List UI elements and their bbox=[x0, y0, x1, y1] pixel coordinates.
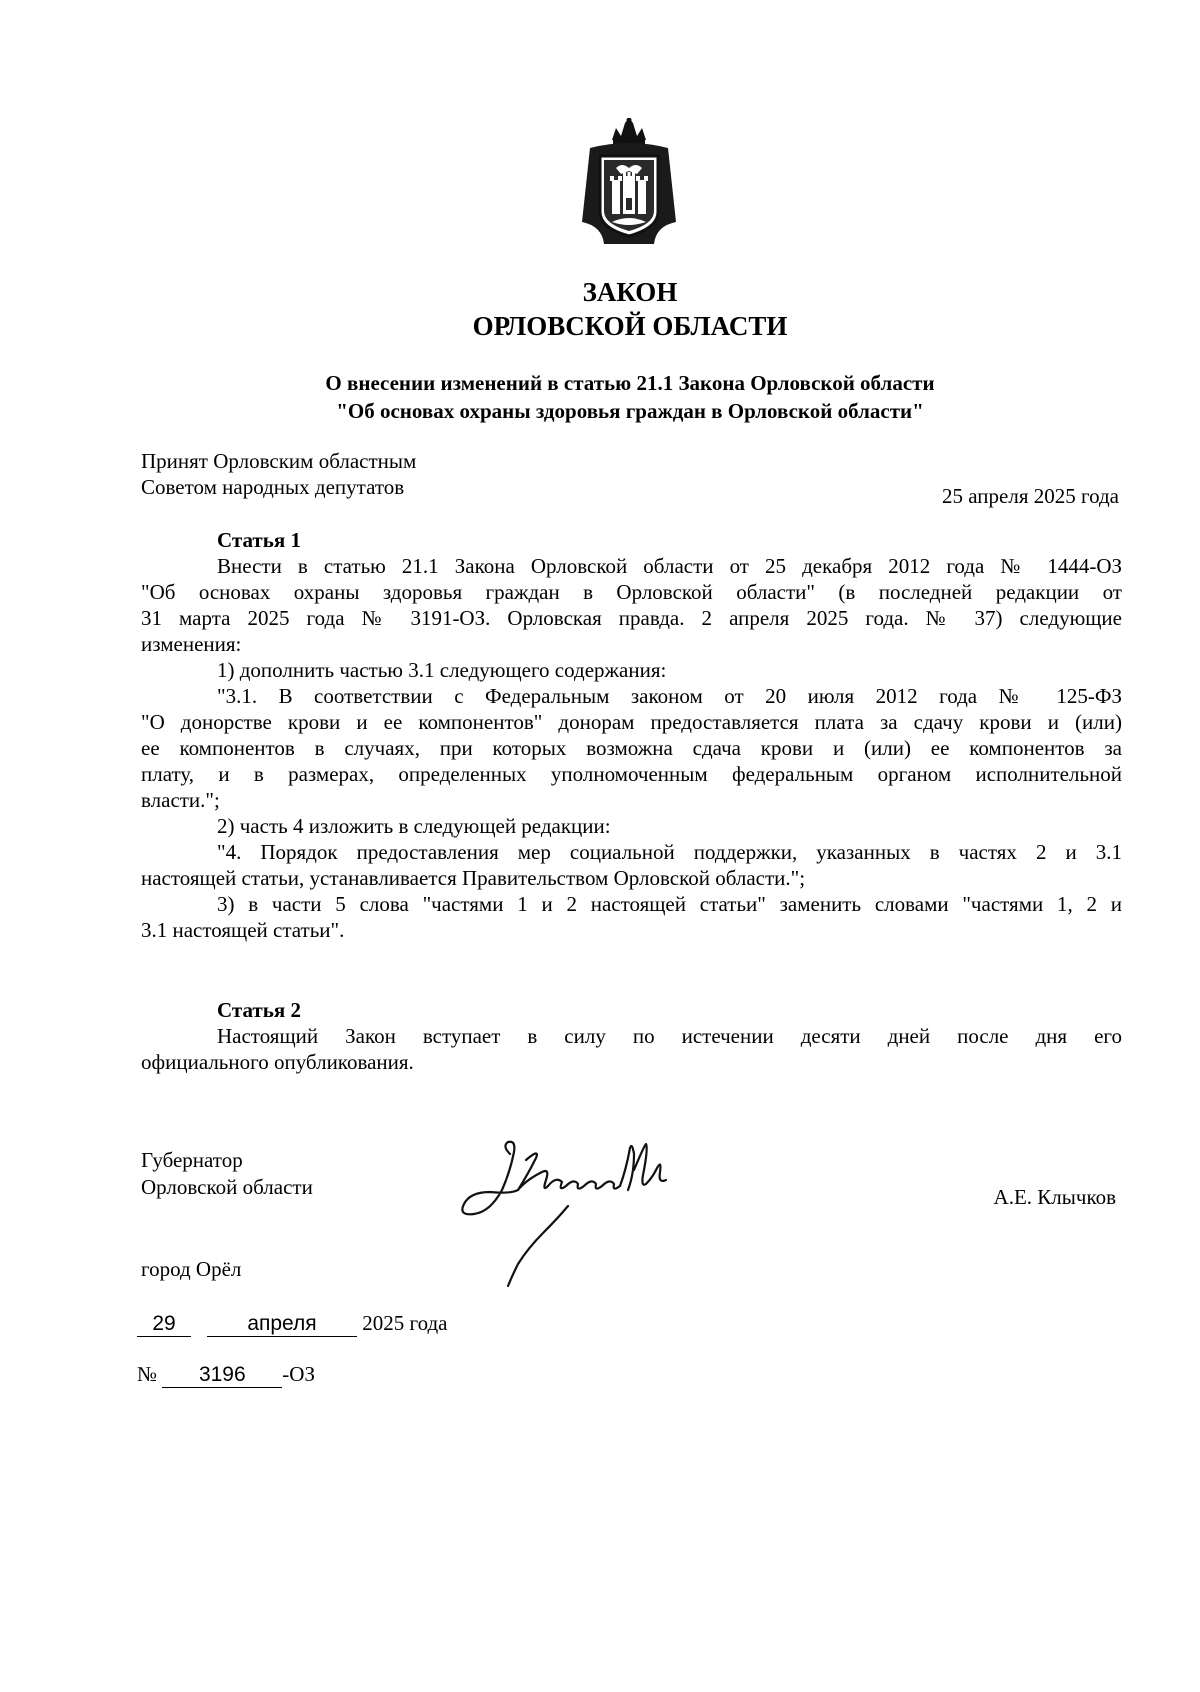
article-2-text-line: официального опубликования. bbox=[141, 1050, 414, 1074]
amendment-item-2: 2) часть 4 изложить в следующей редакции: bbox=[217, 814, 611, 838]
quote-1-line: плату, и в размерах, определенных уполномоченным федеральным органом исполнительной bbox=[141, 762, 1122, 786]
law-subject-line-2: "Об основах охраны здоровья граждан в Орловской области" bbox=[336, 399, 924, 423]
region-title: ОРЛОВСКОЙ ОБЛАСТИ bbox=[472, 311, 788, 341]
article-1-text-line: Внести в статью 21.1 Закона Орловской области от 25 декабря 2012 года № 1444-ОЗ bbox=[217, 554, 1122, 578]
law-number-value: 3196 bbox=[162, 1363, 282, 1388]
quote-1-line: ее компонентов в случаях, при которых возможна сдача крови и (или) ее компонентов за bbox=[141, 736, 1122, 760]
signing-day: 29 bbox=[137, 1312, 191, 1337]
governor-name: А.Е. Клычков bbox=[993, 1185, 1116, 1209]
law-number-suffix: -ОЗ bbox=[282, 1362, 315, 1386]
quote-1-line: власти."; bbox=[141, 788, 220, 812]
amendment-item-3-line: 3) в части 5 слова "частями 1 и 2 настоящей статьи" заменить словами "частями 1, 2 и bbox=[217, 892, 1122, 916]
signing-year: 2025 года bbox=[362, 1311, 448, 1335]
article-1-text-line: "Об основах охраны здоровья граждан в Орловской области" (в последней редакции от bbox=[141, 580, 1122, 604]
signing-month: апреля bbox=[207, 1312, 357, 1337]
article-2 bbox=[141, 997, 1122, 1075]
quote-1-line: "О донорстве крови и ее компонентов" донорам предоставляется плата за сдачу крови и (или) bbox=[141, 710, 1122, 734]
adoption-date: 25 апреля 2025 года bbox=[942, 484, 1119, 508]
amendment-item-1: 1) дополнить частью 3.1 следующего содержания: bbox=[217, 658, 667, 682]
article-2-heading: Статья 2 bbox=[217, 998, 301, 1022]
quote-1-line: "3.1. В соответствии с Федеральным законом от 20 июля 2012 года № 125-ФЗ bbox=[217, 684, 1122, 708]
law-subject-line-1: О внесении изменений в статью 21.1 Закона Орловской области bbox=[325, 371, 935, 395]
article-1 bbox=[141, 527, 1122, 943]
quote-2-line: "4. Порядок предоставления мер социальной поддержки, указанных в частях 2 и 3.1 bbox=[217, 840, 1122, 864]
law-number bbox=[137, 1361, 315, 1388]
quote-2-line: настоящей статьи, устанавливается Правительством Орловской области."; bbox=[141, 866, 806, 890]
signing-city: город Орёл bbox=[141, 1257, 242, 1281]
document-type-title: ЗАКОН bbox=[582, 277, 678, 307]
governor-position-line-2: Орловской области bbox=[141, 1175, 313, 1199]
law-number-prefix: № bbox=[137, 1362, 158, 1386]
article-1-text-line: 31 марта 2025 года № 3191-ОЗ. Орловская правда. 2 апреля 2025 года. № 37) следующие bbox=[141, 606, 1122, 630]
amendment-item-3-line: 3.1 настоящей статьи". bbox=[141, 918, 345, 942]
article-2-text-line: Настоящий Закон вступает в силу по истечении десяти дней после дня его bbox=[217, 1024, 1122, 1048]
governor-signature bbox=[448, 1140, 710, 1290]
signing-date bbox=[137, 1310, 448, 1337]
article-1-text-line: изменения: bbox=[141, 632, 242, 656]
adoption-body-line-1: Принят Орловским областным bbox=[141, 449, 417, 473]
governor-position-line-1: Губернатор bbox=[141, 1148, 243, 1172]
article-1-heading: Статья 1 bbox=[217, 528, 301, 552]
coat-of-arms-emblem bbox=[576, 118, 682, 248]
adoption-body-line-2: Советом народных депутатов bbox=[141, 475, 405, 499]
